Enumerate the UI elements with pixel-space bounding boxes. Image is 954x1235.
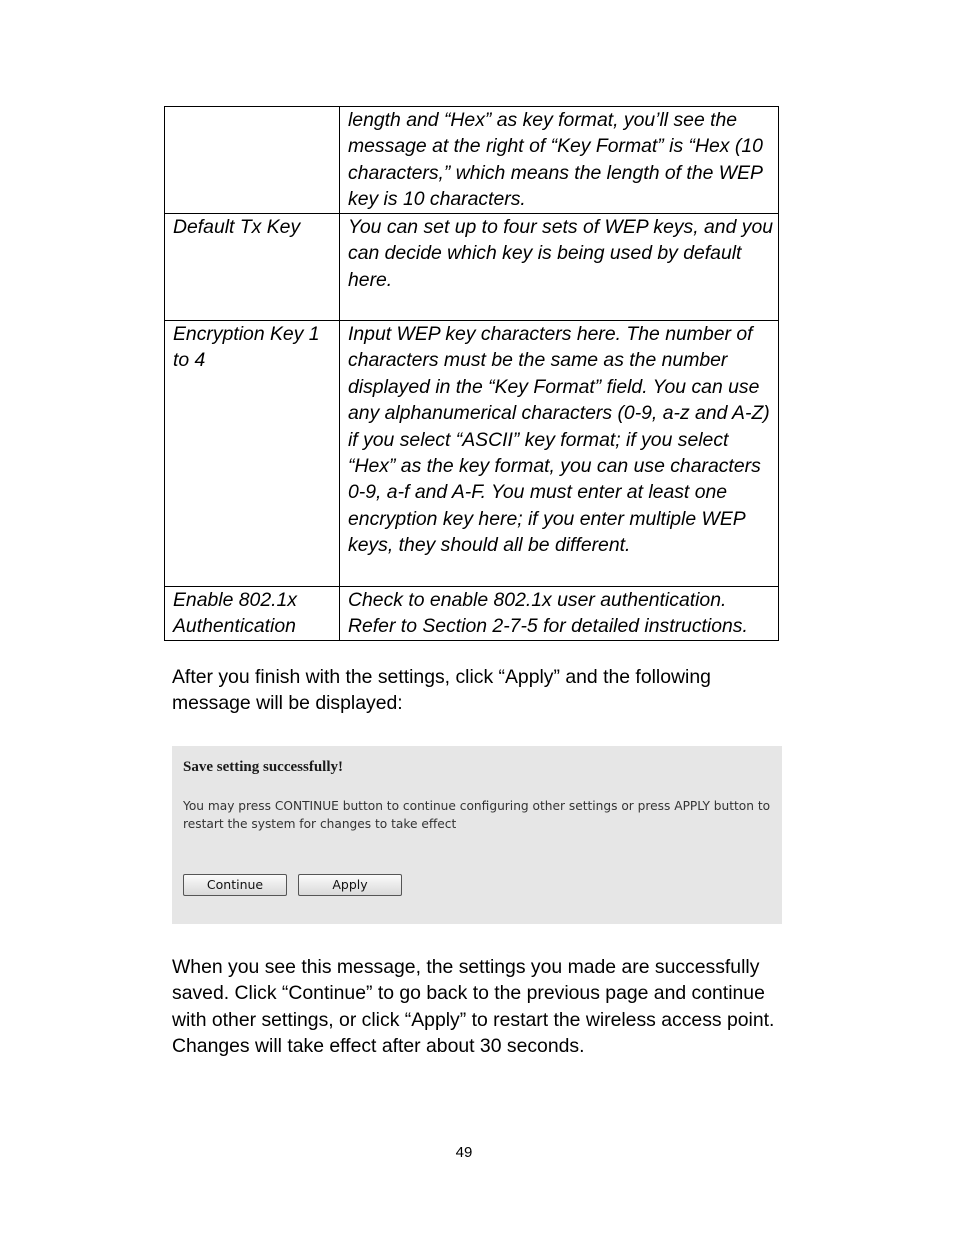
apply-button[interactable]: Apply	[298, 874, 402, 896]
row-label: Enable 802.1x Authentication	[165, 587, 340, 641]
row-description: Input WEP key characters here. The number of characters must be the same as the number displayed in the “Key Format” field. You can use any alphanumerical characters (0-9, a-z and A-Z) if you select “ASCII” key format; if you select “Hex” as the key format, you can use characters 0-9, a-f and A-F. You must enter at least one encryption key here; if you enter multiple WEP keys, they should all be different.	[340, 321, 779, 587]
dialog-message: You may press CONTINUE button to continue configuring other settings or press APPLY button to restart the system for changes to take effect	[183, 799, 771, 831]
table-row	[165, 587, 779, 641]
page-number: 49	[455, 1144, 473, 1161]
save-success-dialog	[172, 746, 782, 924]
row-description: length and “Hex” as key format, you’ll see the message at the right of “Key Format” is “Hex (10 characters,” which means the length of the WEP key is 10 characters.	[340, 107, 779, 214]
row-label: Default Tx Key	[165, 214, 340, 321]
row-description: Check to enable 802.1x user authentication. Refer to Section 2-7-5 for detailed instructions.	[340, 587, 779, 641]
continue-button[interactable]: Continue	[183, 874, 287, 896]
row-description: You can set up to four sets of WEP keys, and you can decide which key is being used by default here.	[340, 214, 779, 321]
table-row	[165, 321, 779, 587]
table-row	[165, 214, 779, 321]
row-label: Encryption Key 1 to 4	[165, 321, 340, 587]
explanation-paragraph: When you see this message, the settings you made are successfully saved. Click “Continue” to go back to the previous page and continue with other settings, or click “Apply” to restart the wireless access point. Changes will take effect after about 30 seconds.	[172, 956, 775, 1058]
instruction-paragraph: After you finish with the settings, click “Apply” and the following message will be displayed:	[172, 666, 711, 715]
row-label	[165, 107, 340, 214]
settings-table	[164, 106, 779, 641]
table-row	[165, 107, 779, 214]
dialog-title: Save setting successfully!	[183, 759, 343, 775]
